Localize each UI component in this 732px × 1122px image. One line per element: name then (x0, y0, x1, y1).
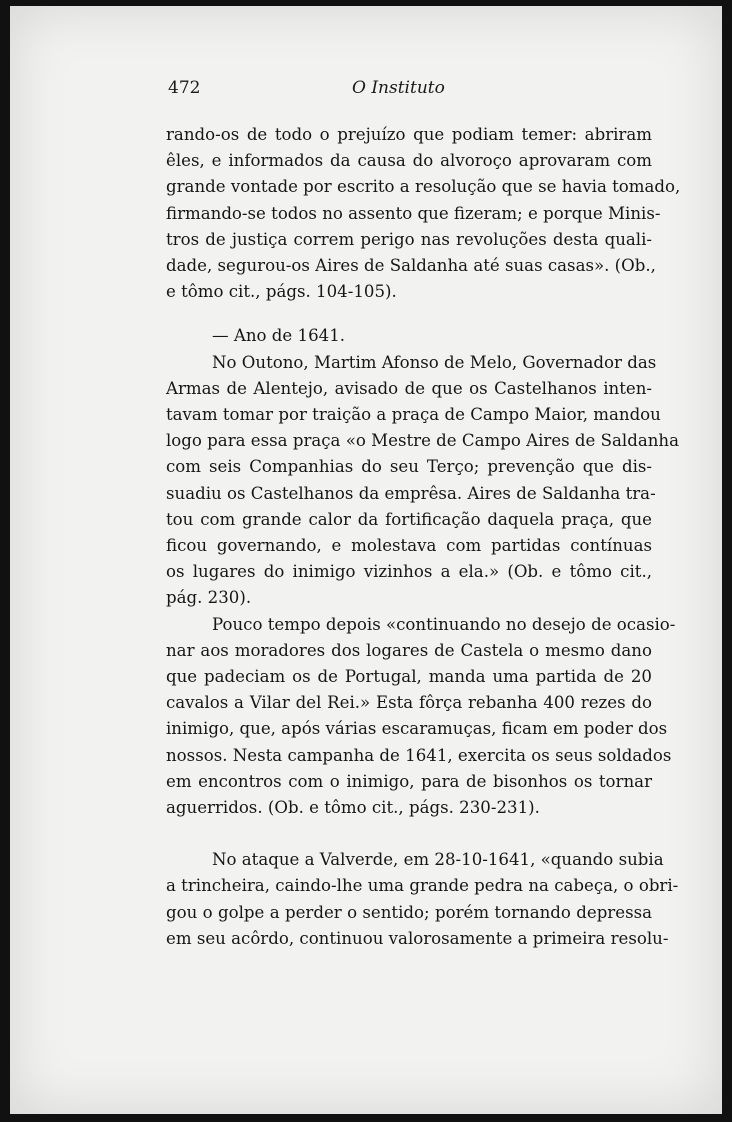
text-line: firmando-se todos no assento que fizeram; e porque Minis- (166, 203, 661, 223)
page-body (166, 122, 681, 952)
text-line: êles, e informados da causa do alvoroço aprovaram com (166, 151, 652, 171)
book-page (10, 6, 722, 1114)
text-line: com seis Companhias do seu Terço; prevenção que dis- (166, 457, 652, 477)
text-line: logo para essa praça «o Mestre de Campo Aires de Saldanha (166, 431, 679, 451)
text-line: Armas de Alentejo, avisado de que os Castelhanos inten- (166, 378, 652, 398)
text-line: No ataque a Valverde, em 28-10-1641, «quando subia (212, 850, 664, 870)
running-title: O Instituto (352, 78, 445, 98)
text-line: os lugares do inimigo vizinhos a ela.» (Ob. e tômo cit., (166, 562, 652, 582)
paragraph (166, 323, 652, 349)
text-line: pág. 230). (166, 588, 252, 608)
paragraph (166, 350, 679, 612)
text-line: suadiu os Castelhanos da emprêsa. Aires de Saldanha tra- (166, 483, 656, 503)
text-line: nar aos moradores dos logares de Castela o mesmo dano (166, 640, 652, 660)
text-line: cavalos a Vilar del Rei.» Esta fôrça rebanha 400 rezes do (166, 693, 652, 713)
text-line: gou o golpe a perder o sentido; porém tornando depressa (166, 902, 652, 922)
text-line: a trincheira, caindo-lhe uma grande pedra na cabeça, o obri- (166, 876, 679, 896)
text-line: tros de justiça correm perigo nas revoluções desta quali- (166, 229, 652, 249)
text-line: dade, segurou-os Aires de Saldanha até suas casas». (Ob., (166, 256, 656, 276)
text-line: tou com grande calor da fortificação daquela praça, que (166, 509, 652, 529)
section-heading: — Ano de 1641. (212, 326, 346, 346)
text-line: aguerridos. (Ob. e tômo cit., págs. 230-231). (166, 798, 540, 818)
paragraph (166, 122, 681, 305)
text-line: grande vontade por escrito a resolução que se havia tomado, (166, 177, 681, 197)
text-line: rando-os de todo o prejuízo que podiam temer: abriram (166, 125, 652, 144)
text-line: e tômo cit., págs. 104-105). (166, 282, 397, 302)
text-line: inimigo, que, após várias escaramuças, ficam em poder dos (166, 719, 668, 739)
text-line: nossos. Nesta campanha de 1641, exercita os seus soldados (166, 745, 672, 765)
paragraph (166, 847, 679, 952)
text-line: Pouco tempo depois «continuando no desejo de ocasio- (212, 614, 676, 634)
text-line: que padeciam os de Portugal, manda uma partida de 20 (166, 667, 652, 687)
text-line: tavam tomar por traição a praça de Campo Maior, mandou (166, 405, 661, 425)
text-line: ficou governando, e molestava com partidas contínuas (166, 536, 652, 556)
text-line: No Outono, Martim Afonso de Melo, Governador das (212, 352, 657, 372)
page-number: 472 (168, 78, 201, 98)
paragraph (166, 612, 676, 822)
text-line: em seu acôrdo, continuou valorosamente a primeira resolu- (166, 928, 669, 948)
text-line: em encontros com o inimigo, para de bisonhos os tornar (166, 771, 652, 791)
page-header (168, 78, 652, 102)
